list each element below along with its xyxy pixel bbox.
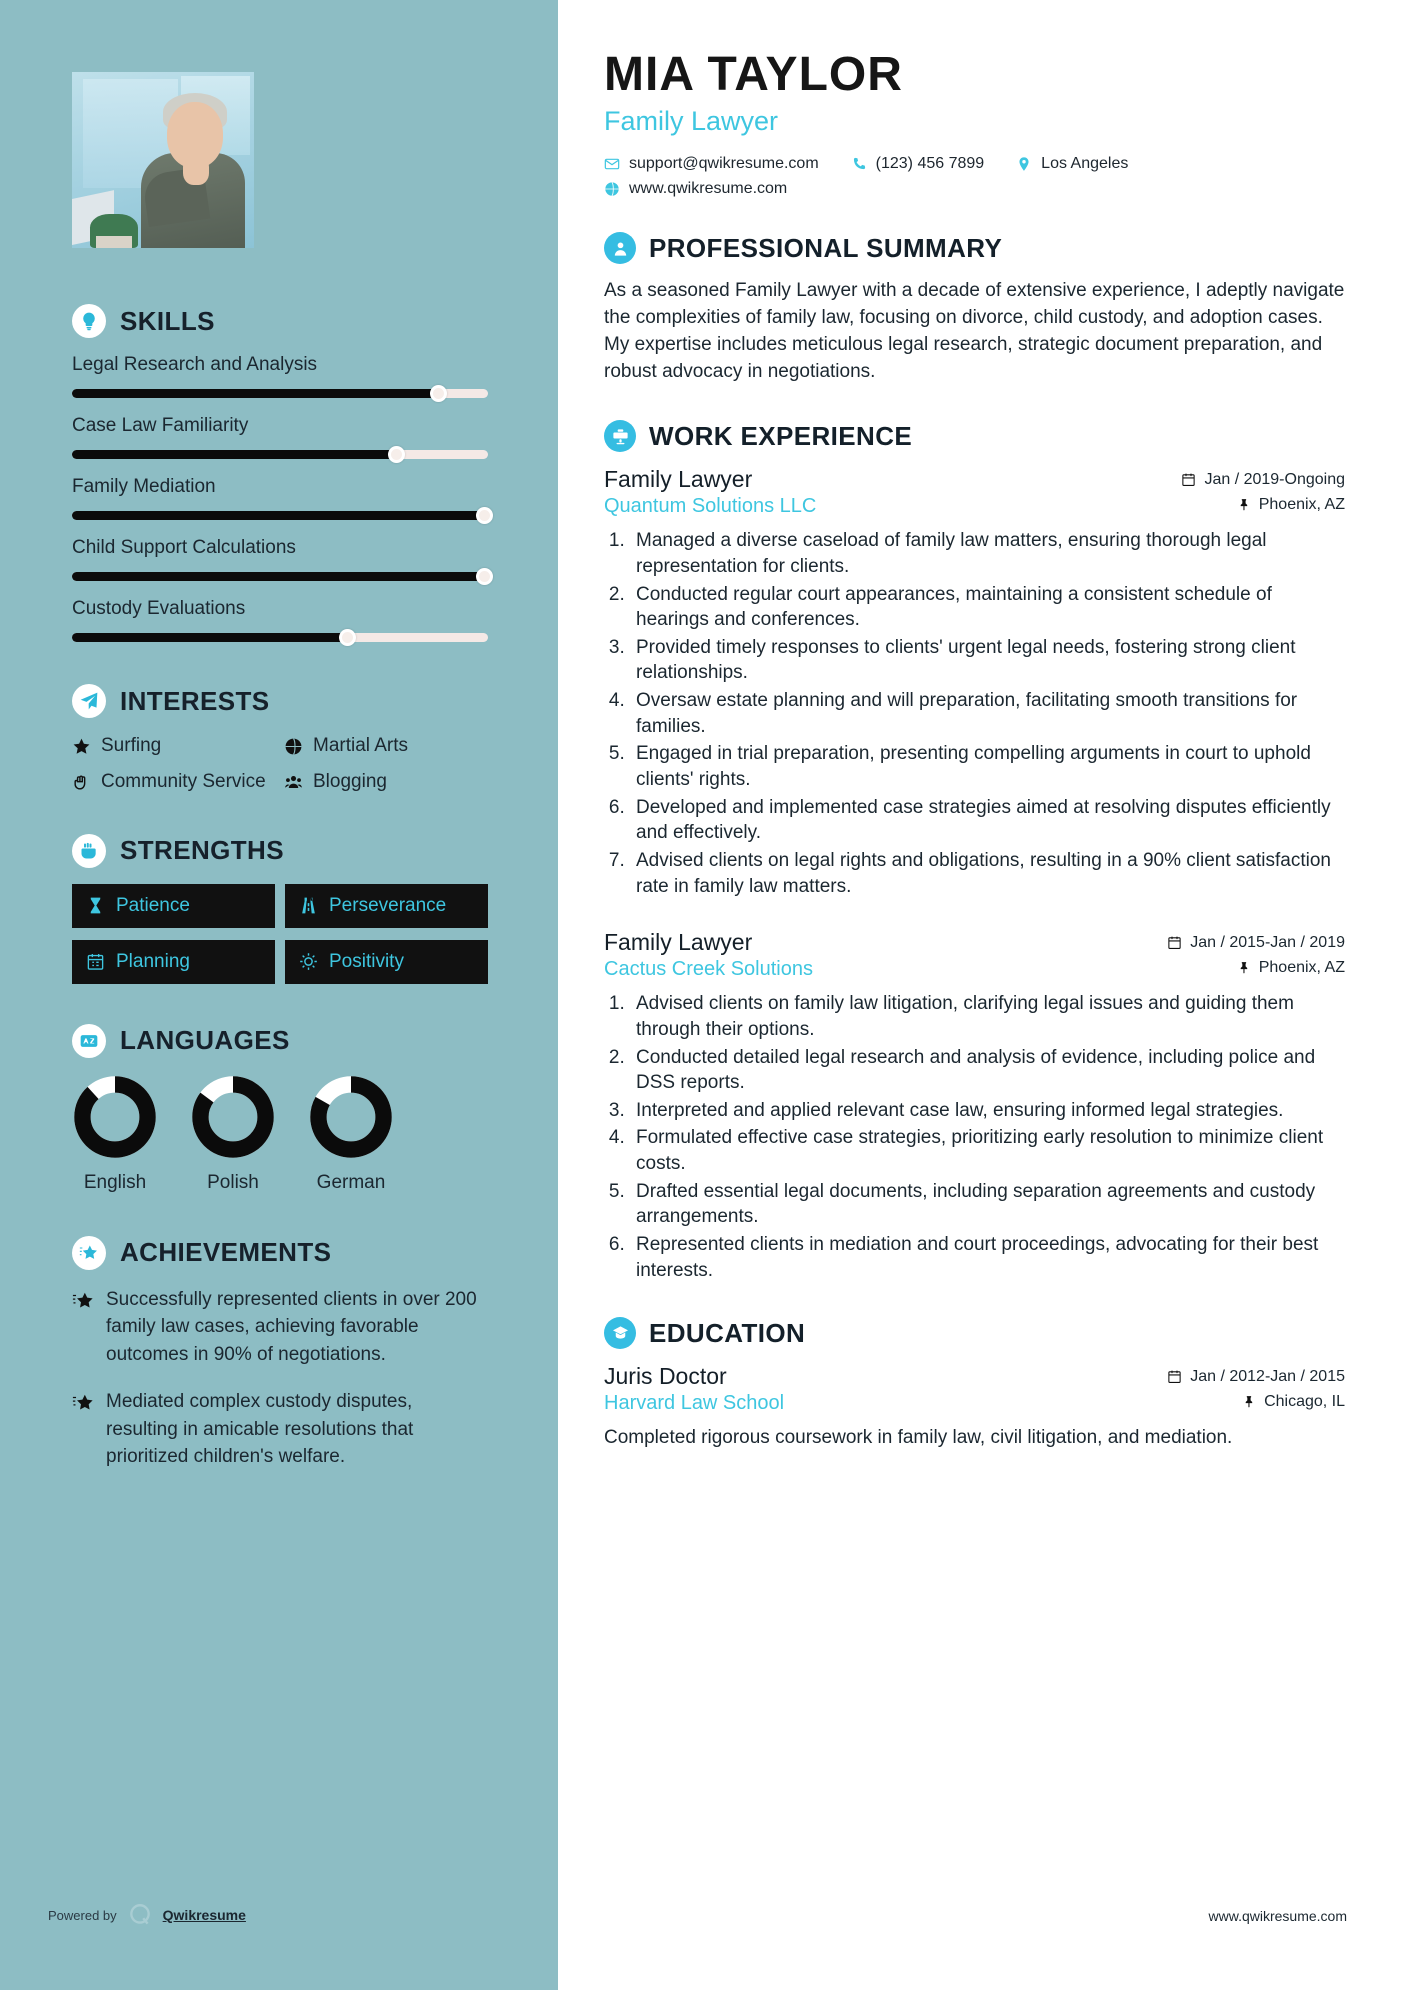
job-title: Family Lawyer [604, 466, 753, 493]
list-item: 4. Formulated effective case strategies, prioritizing early resolution to minimize client costs. [630, 1125, 1345, 1176]
skill-item [72, 537, 488, 581]
qwikresume-link[interactable]: Qwikresume [162, 1907, 246, 1923]
sidebar [0, 0, 558, 1990]
strength-label: Positivity [329, 950, 404, 972]
contact-email-value: support@qwikresume.com [629, 155, 819, 173]
strength-tag [285, 884, 488, 928]
skill-fill [72, 633, 347, 642]
skill-label: Child Support Calculations [72, 537, 296, 558]
job-date [1167, 934, 1345, 952]
strength-tag [72, 884, 275, 928]
skill-fill [72, 511, 484, 520]
list-item: 2. Conducted regular court appearances, maintaining a consistent schedule of hearings and conferences. [630, 582, 1345, 633]
road-icon [299, 896, 318, 915]
contact-phone-value: (123) 456 7899 [875, 155, 985, 173]
strengths-header [72, 834, 488, 868]
job-title: Family Lawyer [604, 929, 753, 956]
education-date [1167, 1368, 1345, 1386]
education-title: EDUCATION [649, 1317, 806, 1348]
fist-icon [72, 834, 106, 868]
list-item: 1. Managed a diverse caseload of family law matters, ensuring thorough legal representation for clients. [630, 528, 1345, 579]
language-item [72, 1074, 158, 1194]
contact-location [1016, 155, 1128, 173]
strength-label: Planning [116, 950, 190, 972]
skills-title: SKILLS [120, 305, 215, 336]
language-item [190, 1074, 276, 1194]
interest-item [284, 734, 488, 758]
contact-website[interactable] [604, 180, 787, 198]
language-donut [190, 1074, 276, 1160]
interests-header [72, 684, 488, 718]
users-icon [284, 773, 303, 792]
skill-knob [476, 507, 493, 524]
achievements-title: ACHIEVEMENTS [120, 1237, 332, 1267]
job-location [1238, 959, 1345, 977]
achievement-item [72, 1388, 488, 1471]
user-circle-icon [604, 232, 636, 264]
strength-label: Patience [116, 894, 190, 916]
skill-knob [339, 629, 356, 646]
interest-item [72, 770, 276, 794]
interest-label: Surfing [101, 735, 162, 756]
job-header [604, 466, 1345, 493]
interest-label: Community Service [101, 770, 266, 792]
summary-text: As a seasoned Family Lawyer with a decade of extensive experience, I adeptly navigate the complexities of family law, focusing on divorce, child custody, and adoption cases. My expertise includes meticulous legal research, strategic document preparation, and robust advocacy in negotiations. [604, 280, 1345, 383]
pushpin-icon [1238, 497, 1251, 512]
star-icon [72, 737, 91, 756]
list-item: 3. Provided timely responses to clients' urgent legal needs, fostering strong client relationships. [630, 635, 1345, 686]
strength-label: Perseverance [329, 894, 447, 916]
sun-icon [299, 952, 318, 971]
job-date [1181, 471, 1345, 489]
language-item [308, 1074, 394, 1194]
pushpin-icon [1243, 1394, 1256, 1409]
skill-knob [388, 446, 405, 463]
list-item: 7. Advised clients on legal rights and obligations, resulting in a 90% client satisfaction rate in family law matters. [630, 848, 1345, 899]
list-item: 4. Oversaw estate planning and will preparation, facilitating smooth transitions for families. [630, 688, 1345, 739]
hand-icon [72, 773, 91, 792]
skill-item [72, 598, 488, 642]
education-location [1243, 1393, 1345, 1411]
strengths-title: STRENGTHS [120, 835, 284, 865]
main-footer-website: www.qwikresume.com [1208, 1908, 1347, 1924]
job-bullets [630, 528, 1345, 899]
skill-fill [72, 389, 438, 398]
paper-plane-icon [72, 684, 106, 718]
contact-website-value: www.qwikresume.com [629, 180, 788, 198]
envelope-icon [604, 156, 620, 172]
strength-tag [285, 940, 488, 984]
experience-title: WORK EXPERIENCE [649, 420, 913, 451]
phone-icon [851, 156, 867, 172]
globe-solid-icon [284, 737, 303, 756]
achievement-text: Mediated complex custody disputes, resulting in amicable resolutions that prioritized children's welfare. [106, 1391, 414, 1468]
contact-row-1 [604, 155, 1345, 173]
skill-item [72, 415, 488, 459]
list-item: 2. Conducted detailed legal research and analysis of evidence, including police and DSS reports. [630, 1045, 1345, 1096]
interests-title: INTERESTS [120, 685, 270, 716]
list-item: 3. Interpreted and applied relevant case law, ensuring informed legal strategies. [630, 1098, 1345, 1124]
calendar-icon [1181, 472, 1196, 487]
hourglass-icon [86, 896, 105, 915]
qwikresume-logo-icon [127, 1902, 153, 1928]
job-location [1238, 496, 1345, 514]
globe-icon [604, 181, 620, 197]
education-description: Completed rigorous coursework in family law, civil litigation, and mediation. [604, 1427, 1233, 1449]
section-education [604, 1317, 1345, 1452]
section-professional-summary [604, 232, 1345, 386]
education-entry-header [604, 1363, 1345, 1390]
star-badge-icon [72, 1290, 94, 1312]
contact-location-value: Los Angeles [1041, 155, 1129, 173]
contact-row-2 [604, 180, 1345, 198]
experience-entry [604, 929, 1345, 1283]
page-title: MIA TAYLOR [604, 48, 903, 101]
education-subheader [604, 1392, 1345, 1415]
language-label: Polish [207, 1171, 259, 1193]
interest-item [72, 734, 276, 758]
briefcase-icon [604, 420, 636, 452]
skill-label: Legal Research and Analysis [72, 354, 318, 375]
skill-bar [72, 572, 488, 581]
map-pin-icon [1016, 156, 1032, 172]
contact-phone[interactable] [851, 155, 985, 173]
skill-fill [72, 572, 484, 581]
job-date-value: Jan / 2019-Ongoing [1204, 470, 1345, 488]
achievement-text: Successfully represented clients in over 200 family law cases, achieving favorable outcomes in 90% of negotiations. [106, 1288, 477, 1365]
achievements-list [72, 1286, 488, 1471]
list-item: 1. Advised clients on family law litigation, clarifying legal issues and guiding them through their options. [630, 991, 1345, 1042]
skill-knob [476, 568, 493, 585]
list-item: 6. Represented clients in mediation and court proceedings, advocating for their best interests. [630, 1232, 1345, 1283]
list-item: 5. Engaged in trial preparation, presenting compelling arguments in court to uphold clients' rights. [630, 741, 1345, 792]
education-location-value: Chicago, IL [1264, 1392, 1345, 1410]
interest-item [284, 770, 488, 794]
degree-title: Juris Doctor [604, 1363, 727, 1390]
language-donut [72, 1074, 158, 1160]
skill-item [72, 476, 488, 520]
calendar-icon [1167, 1369, 1182, 1384]
skill-label: Case Law Familiarity [72, 415, 249, 436]
job-location-value: Phoenix, AZ [1258, 958, 1345, 976]
language-icon [72, 1024, 106, 1058]
education-header [604, 1317, 1345, 1349]
experience-header [604, 420, 1345, 452]
summary-title: PROFESSIONAL SUMMARY [649, 232, 1003, 263]
job-bullets [630, 991, 1345, 1283]
skills-list [72, 354, 488, 642]
achievement-item [72, 1286, 488, 1369]
interest-label: Blogging [313, 770, 387, 792]
strengths-list [72, 884, 488, 984]
job-date-value: Jan / 2015-Jan / 2019 [1190, 933, 1345, 951]
skills-header [72, 304, 488, 338]
interests-list [72, 734, 488, 794]
language-donut [308, 1074, 394, 1160]
list-item: 5. Drafted essential legal documents, including separation agreements and custody arrangements. [630, 1179, 1345, 1230]
skill-label: Custody Evaluations [72, 598, 246, 619]
calendar-icon [86, 952, 105, 971]
star-badge-icon [72, 1236, 106, 1270]
powered-by-label: Powered by [48, 1907, 117, 1923]
languages-list [72, 1074, 488, 1194]
school-name: Harvard Law School [604, 1392, 785, 1415]
pushpin-icon [1238, 960, 1251, 975]
interest-label: Martial Arts [313, 735, 409, 756]
skill-bar [72, 450, 488, 459]
skill-bar [72, 389, 488, 398]
education-date-value: Jan / 2012-Jan / 2015 [1190, 1367, 1345, 1385]
skill-knob [430, 385, 447, 402]
job-company: Cactus Creek Solutions [604, 958, 813, 981]
graduation-icon [604, 1317, 636, 1349]
skill-label: Family Mediation [72, 476, 216, 497]
job-subheader [604, 495, 1345, 518]
skill-item [72, 354, 488, 398]
lightbulb-icon [72, 304, 106, 338]
list-item: 6. Developed and implemented case strategies aimed at resolving disputes efficiently and effectively. [630, 795, 1345, 846]
job-role-subtitle: Family Lawyer [604, 106, 779, 137]
strength-tag [72, 940, 275, 984]
skill-fill [72, 450, 396, 459]
section-work-experience [604, 420, 1345, 1283]
education-entry [604, 1363, 1345, 1452]
star-badge-icon [72, 1392, 94, 1414]
job-company: Quantum Solutions LLC [604, 495, 817, 518]
skill-bar [72, 511, 488, 520]
job-subheader [604, 958, 1345, 981]
languages-header [72, 1024, 488, 1058]
contact-email[interactable] [604, 155, 819, 173]
calendar-icon [1167, 935, 1182, 950]
sidebar-footer [48, 1902, 246, 1928]
main-column [558, 0, 1407, 1990]
job-location-value: Phoenix, AZ [1258, 495, 1345, 513]
summary-header [604, 232, 1345, 264]
achievements-header [72, 1236, 488, 1270]
skill-bar [72, 633, 488, 642]
language-label: German [316, 1171, 386, 1193]
language-label: English [83, 1171, 147, 1193]
experience-entry [604, 466, 1345, 899]
job-header [604, 929, 1345, 956]
profile-photo [72, 72, 254, 248]
languages-title: LANGUAGES [120, 1025, 290, 1055]
